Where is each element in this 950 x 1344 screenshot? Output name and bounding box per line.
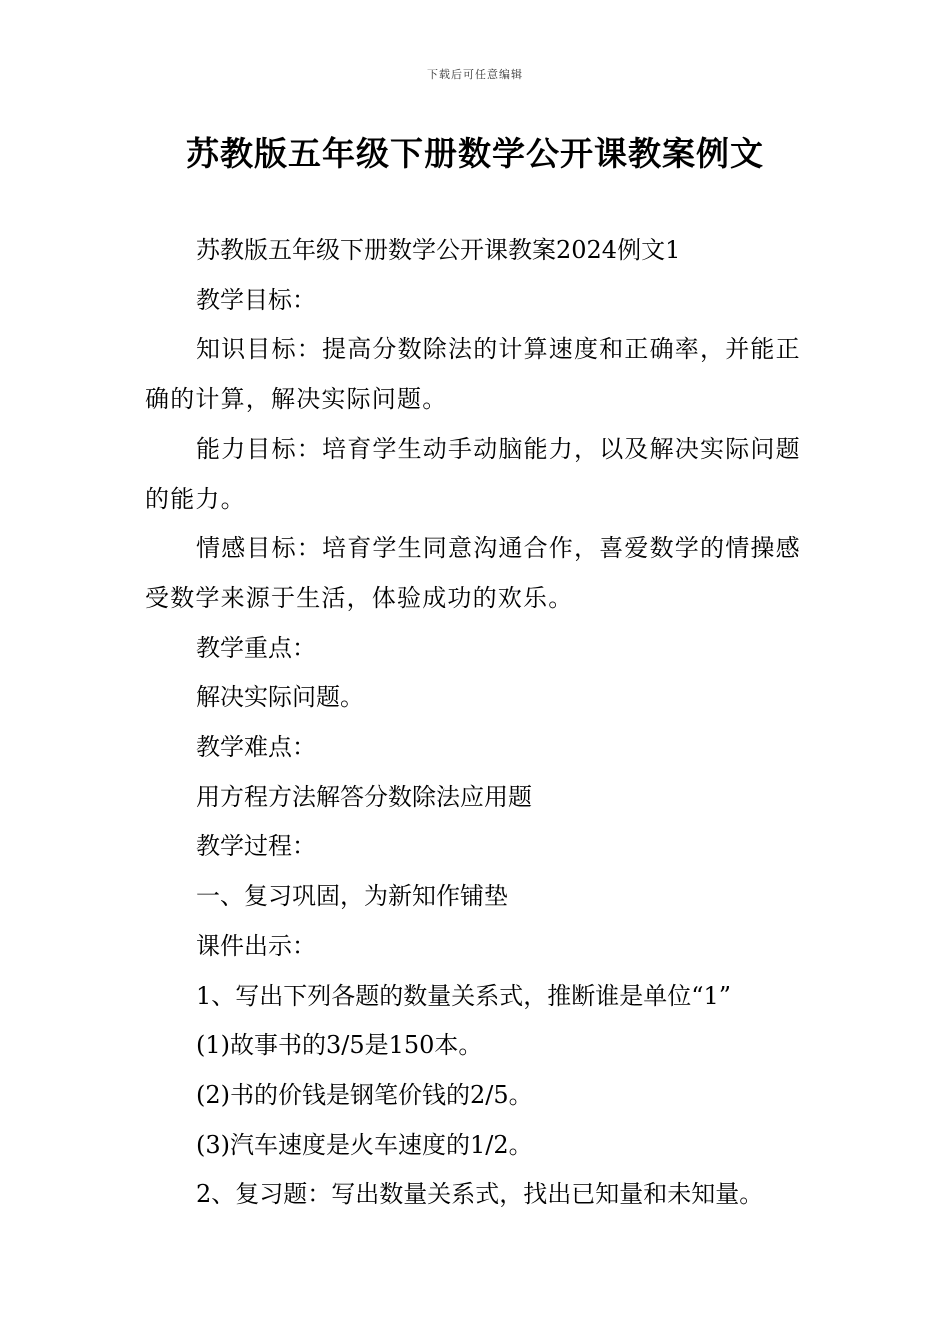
paragraph-exercise-two: 2、复习题：写出数量关系式，找出已知量和未知量。 <box>196 1180 764 1209</box>
paragraph-difficulties: 用方程方法解答分数除法应用题 <box>196 782 532 811</box>
document-body <box>145 226 810 1220</box>
paragraph-subtitle: 苏教版五年级下册数学公开课教案2024例文1 <box>196 236 681 264</box>
paragraph-key-points: 解决实际问题。 <box>196 683 364 712</box>
paragraph-difficulties-heading: 教学难点： <box>196 733 316 762</box>
paragraph-key-points-heading: 教学重点： <box>196 633 316 662</box>
paragraph-exercise-one-a: (1)故事书的3/5是150本。 <box>196 1031 483 1060</box>
header-note: 下载后可任意编辑 <box>427 68 523 81</box>
paragraph-exercise-one-c: (3)汽车速度是火车速度的1/2。 <box>196 1130 533 1159</box>
paragraph-teaching-goals-heading: 教学目标： <box>196 285 316 314</box>
paragraph-exercise-one: 1、写出下列各题的数量关系式，推断谁是单位“1” <box>196 981 732 1010</box>
paragraph-step-one: 一、复习巩固，为新知作铺垫 <box>196 882 508 911</box>
paragraph-exercise-one-b: (2)书的价钱是钢笔价钱的2/5。 <box>196 1080 533 1109</box>
paragraph-ability-goal: 能力目标：培育学生动手动脑能力，以及解决实际问题的能力。 <box>145 434 801 513</box>
document-title: 苏教版五年级下册数学公开课教案例文 <box>186 134 764 173</box>
paragraph-courseware: 课件出示： <box>196 931 316 960</box>
paragraph-emotion-goal: 情感目标：培育学生同意沟通合作，喜爱数学的情操感受数学来源于生活，体验成功的欢乐。 <box>145 534 801 612</box>
paragraph-knowledge-goal: 知识目标：提高分数除法的计算速度和正确率，并能正确的计算，解决实际问题。 <box>145 335 801 414</box>
paragraph-process-heading: 教学过程： <box>196 832 316 861</box>
